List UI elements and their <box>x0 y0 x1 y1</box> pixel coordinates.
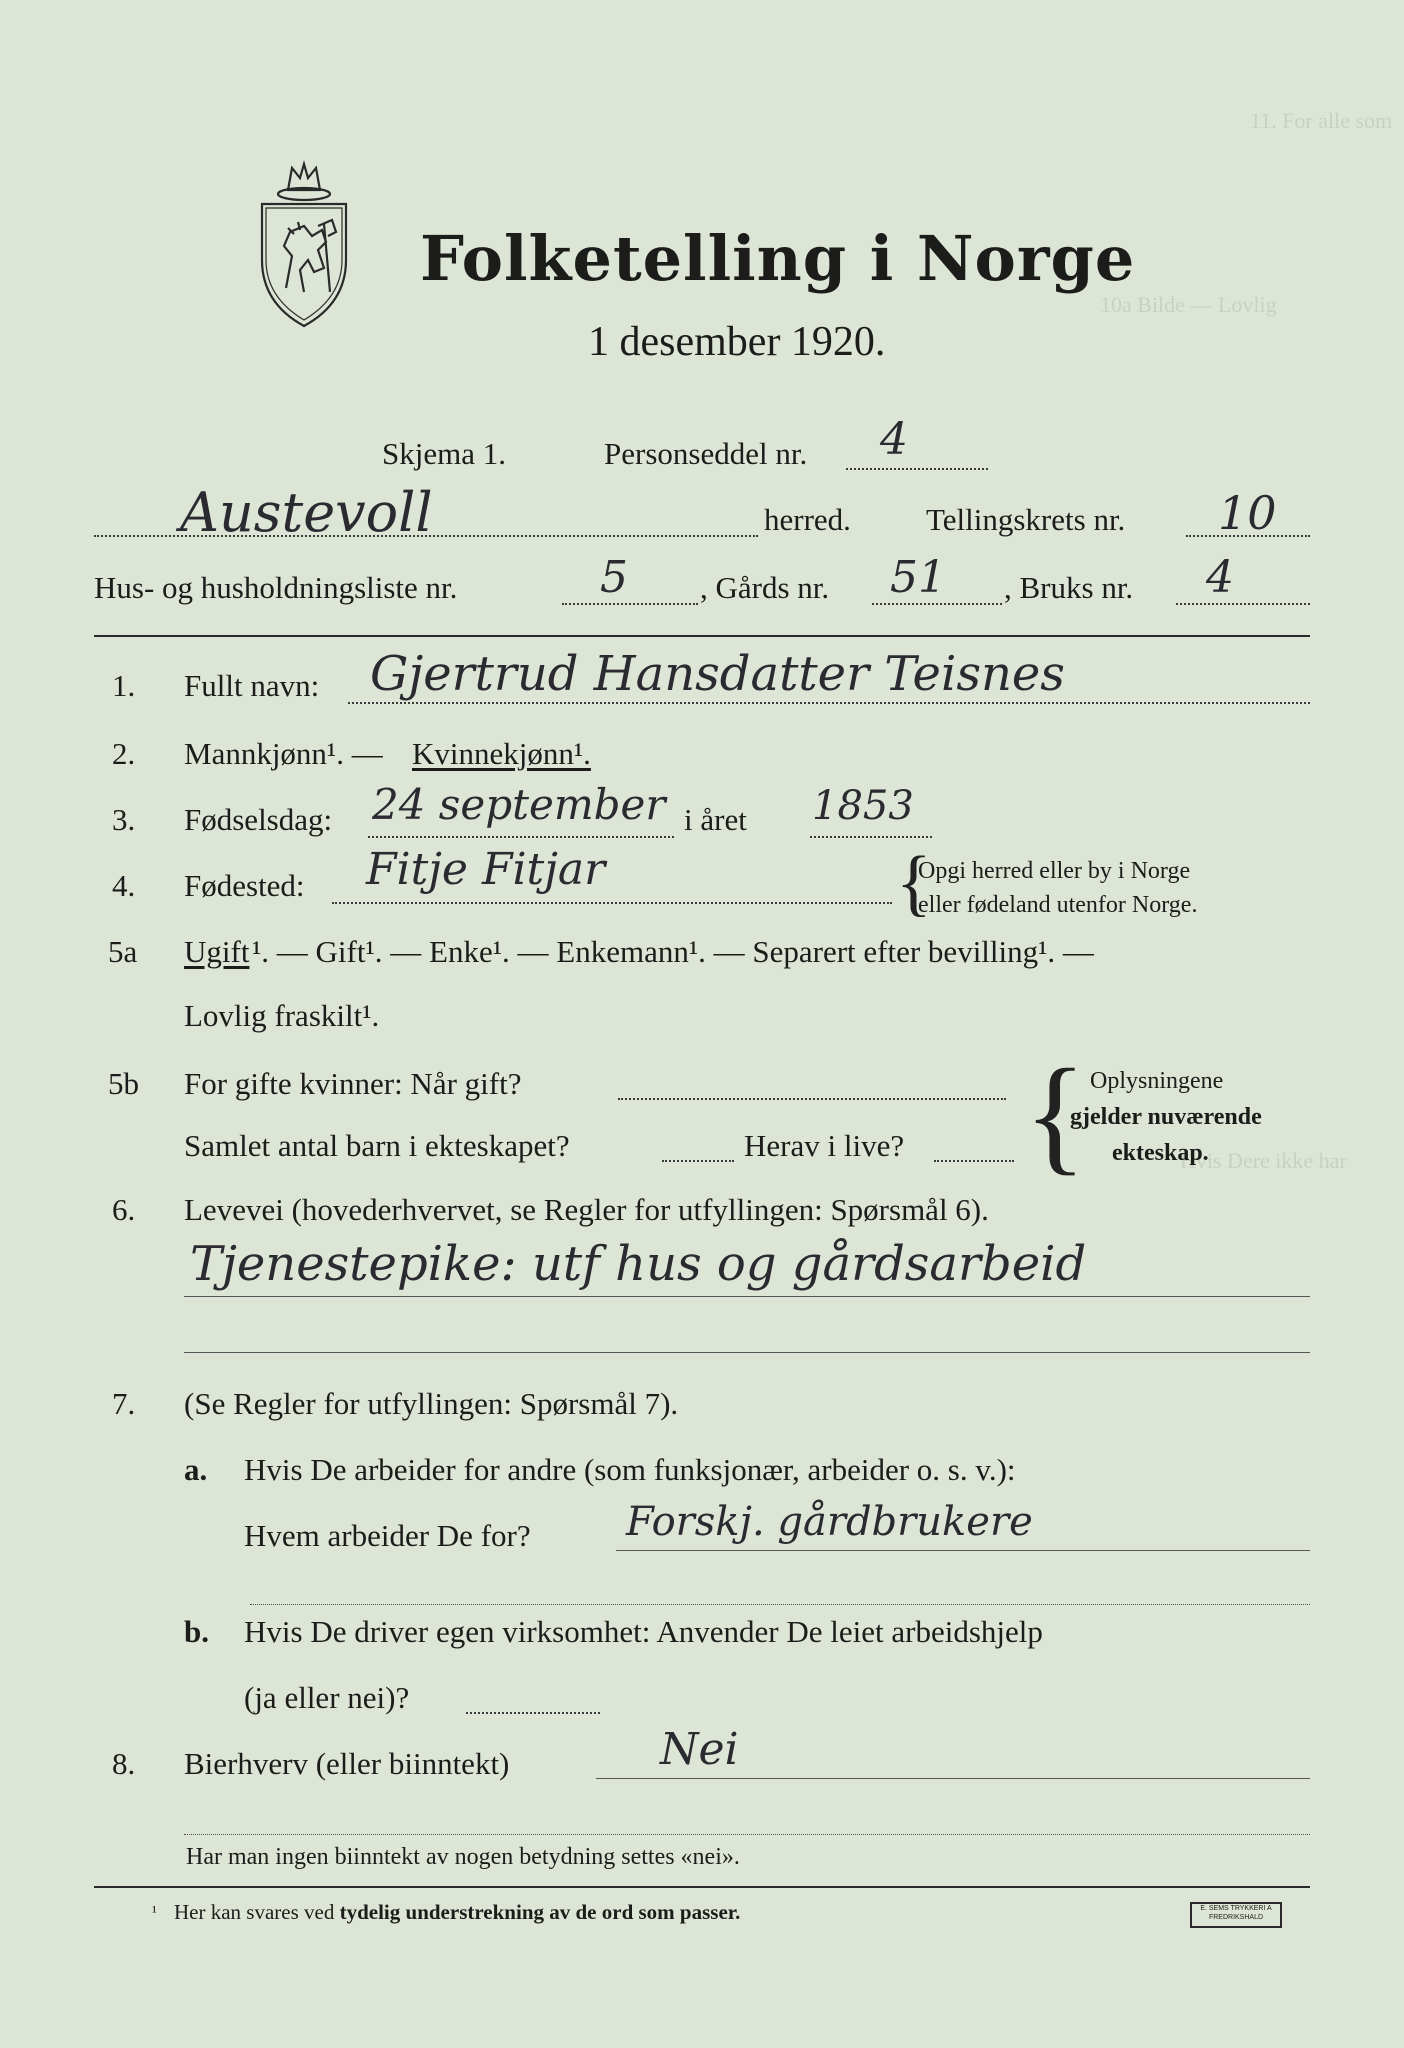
census-date: 1 desember 1920. <box>588 319 886 365</box>
married-when-line <box>618 1098 1006 1100</box>
employer-line-2 <box>250 1604 1310 1605</box>
self-employed-label: Hvis De driver egen virksomhet: Anvender De leiet arbeidshjelp <box>244 1614 1043 1649</box>
birth-year-value: 1853 <box>812 783 914 829</box>
herred-value: Austevoll <box>180 481 433 544</box>
bleed-through-text: Hvis Dere ikke har <box>1180 1148 1347 1173</box>
side-income-line-2 <box>184 1834 1310 1835</box>
hired-help-line <box>466 1712 600 1714</box>
question-number: 1. <box>112 668 136 703</box>
footnote-text <box>174 1900 740 1924</box>
personseddel-number: 4 <box>880 414 908 465</box>
employer-value: Forskj. gårdbrukere <box>626 1499 1033 1545</box>
household-list-line <box>562 603 698 605</box>
household-list-number: 5 <box>600 552 628 603</box>
marriage-note-line3: ekteskap. <box>1112 1140 1209 1166</box>
full-name-value: Gjertrud Hansdatter Teisnes <box>370 646 1065 702</box>
divorced-option: Lovlig fraskilt¹. <box>184 998 380 1033</box>
birthplace-note-line2: eller fødeland utenfor Norge. <box>918 892 1198 918</box>
footnote-prefix: Her kan svares ved <box>174 1900 335 1924</box>
occupation-line-1 <box>184 1296 1310 1297</box>
female-option: Kvinnekjønn¹. <box>412 736 591 771</box>
question-number: 7. <box>112 1386 136 1421</box>
full-name-label: Fullt navn: <box>184 668 320 703</box>
male-option: Mannkjønn¹. — <box>184 736 383 771</box>
q7-label: (Se Regler for utfyllingen: Spørsmål 7). <box>184 1386 679 1421</box>
marriage-brace: { <box>1024 1043 1087 1187</box>
footnote-emphasis: tydelig understrekning av de ord som passer. <box>339 1900 741 1924</box>
question-number: 5b <box>108 1066 139 1101</box>
marriage-note-line1: Oplysningene <box>1090 1068 1224 1094</box>
hired-help-label: (ja eller nei)? <box>244 1680 410 1715</box>
birthplace-brace: { <box>896 842 932 924</box>
gards-label: , Gårds nr. <box>700 570 830 605</box>
question-number: 6. <box>112 1192 136 1227</box>
children-count-label: Samlet antal barn i ekteskapet? <box>184 1128 570 1163</box>
norway-coat-of-arms-icon <box>248 160 360 330</box>
printer-stamp: E. SEMS TRYKKERI A FREDRIKSHALD <box>1190 1902 1282 1928</box>
children-alive-line <box>934 1160 1014 1162</box>
bruks-number: 4 <box>1206 552 1234 603</box>
personseddel-line <box>846 468 988 470</box>
side-income-note: Har man ingen biinntekt av nogen betydning settes «nei». <box>186 1844 740 1870</box>
personseddel-label: Personseddel nr. <box>604 436 808 471</box>
tellingskrets-number: 10 <box>1218 486 1277 540</box>
footnote-mark: ¹ <box>152 1904 157 1921</box>
q7a-letter: a. <box>184 1452 208 1487</box>
schema-label: Skjema 1. <box>382 436 506 471</box>
works-for-others-label: Hvis De arbeider for andre (som funksjonær, arbeider o. s. v.): <box>244 1452 1016 1487</box>
marriage-note-line2: gjelder nuværende <box>1070 1104 1262 1130</box>
married-when-label: For gifte kvinner: Når gift? <box>184 1066 522 1101</box>
birthdate-line <box>368 836 674 838</box>
side-income-value: Nei <box>660 1724 739 1775</box>
gards-number: 51 <box>890 552 946 603</box>
question-number: 4. <box>112 868 136 903</box>
birth-year-label: i året <box>684 802 747 837</box>
birthdate-value: 24 september <box>372 780 666 829</box>
birthplace-value: Fitje Fitjar <box>366 844 606 895</box>
form-title: Folketelling i Norge <box>420 222 1136 295</box>
birthplace-note-line1: Opgi herred eller by i Norge <box>918 858 1191 884</box>
children-alive-label: Herav i live? <box>744 1128 905 1163</box>
household-list-label: Hus- og husholdningsliste nr. <box>94 570 458 605</box>
occupation-label: Levevei (hovederhvervet, se Regler for utfyllingen: Spørsmål 6). <box>184 1192 989 1227</box>
header-divider <box>94 635 1310 637</box>
q7b-letter: b. <box>184 1614 209 1649</box>
question-number: 2. <box>112 736 136 771</box>
bruks-label: , Bruks nr. <box>1004 570 1134 605</box>
question-number: 5a <box>108 934 138 969</box>
birth-year-line <box>810 836 932 838</box>
tellingskrets-label: Tellingskrets nr. <box>926 502 1126 537</box>
question-number: 8. <box>112 1746 136 1781</box>
marital-status-options: ¹. — Gift¹. — Enke¹. — Enkemann¹. — Separert efter bevilling¹. — <box>252 934 1094 969</box>
employer-line <box>616 1550 1310 1551</box>
employer-label: Hvem arbeider De for? <box>244 1518 531 1553</box>
birthdate-label: Fødselsdag: <box>184 802 333 837</box>
birthplace-line <box>332 902 892 904</box>
footer-divider <box>94 1886 1310 1888</box>
unmarried-option: Ugift <box>184 934 250 969</box>
side-income-line <box>596 1778 1310 1779</box>
question-number: 3. <box>112 802 136 837</box>
bleed-through-text: 10a Bilde — Lovlig <box>1100 292 1277 317</box>
gards-line <box>872 603 1002 605</box>
side-income-label: Bierhverv (eller biinntekt) <box>184 1746 510 1781</box>
occupation-line-2 <box>184 1352 1310 1353</box>
occupation-value: Tjenestepike: utf hus og gårdsarbeid <box>190 1236 1087 1292</box>
bruks-line <box>1176 603 1310 605</box>
birthplace-label: Fødested: <box>184 868 305 903</box>
herred-label: herred. <box>764 502 851 537</box>
bleed-through-text: 11. For alle som <box>1250 108 1393 133</box>
children-count-line <box>662 1160 734 1162</box>
full-name-line <box>348 702 1310 704</box>
